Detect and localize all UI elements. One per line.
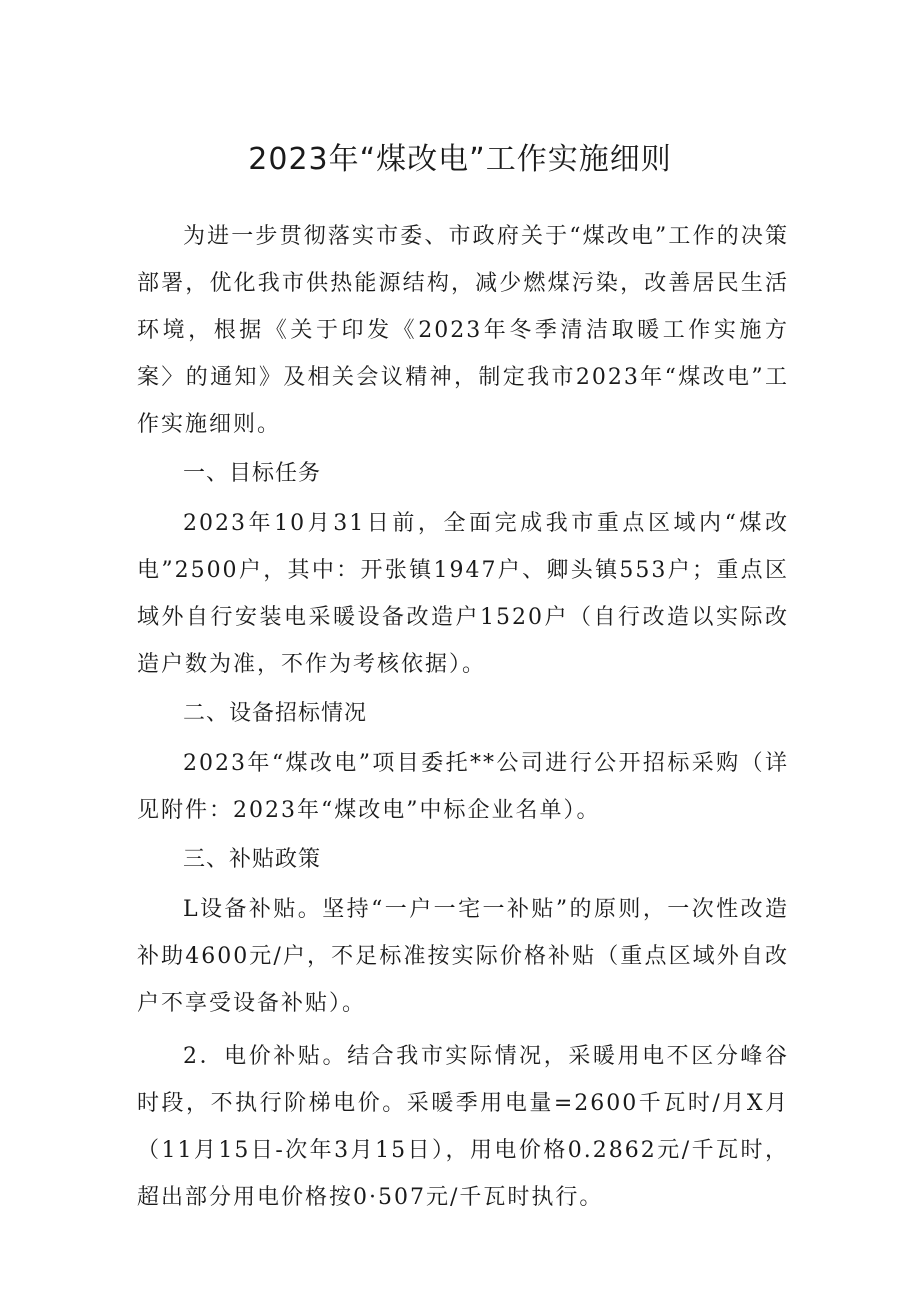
section-heading-subsidy: 三、补贴政策 xyxy=(183,847,322,872)
electricity-subsidy-paragraph: 2．电价补贴。结合我市实际情况，采暖用电不区分峰谷时段，不执行阶梯电价。采暖季用电量=2600千瓦时/月X月（11月15日-次年3月15日），用电价格0.2862元/千瓦时，超出部分用电价格按0·507元/千瓦时执行。 xyxy=(137,1044,789,1210)
targets-paragraph: 2023年10月31日前，全面完成我市重点区域内“煤改电”2500户，其中：开张镇1947户、卿头镇553户；重点区域外自行安装电采暖设备改造户1520户（自行改造以实际改造户数为准，不作为考核依据）。 xyxy=(137,511,789,677)
section-heading-targets: 一、目标任务 xyxy=(183,461,322,486)
document-body xyxy=(137,213,789,1221)
section-heading-tender: 二、设备招标情况 xyxy=(183,701,368,726)
intro-paragraph: 为进一步贯彻落实市委、市政府关于“煤改电”工作的决策部署，优化我市供热能源结构，减少燃煤污染，改善居民生活环境，根据《关于印发《2023年冬季清洁取暖工作实施方案〉的通知》及相关会议精神，制定我市2023年“煤改电”工作实施细则。 xyxy=(137,224,789,437)
equipment-subsidy-paragraph: L设备补贴。坚持“一户一宅一补贴”的原则，一次性改造补助4600元/户，不足标准按实际价格补贴（重点区域外自改户不享受设备补贴）。 xyxy=(137,897,789,1016)
document-title: 2023年“煤改电”工作实施细则 xyxy=(248,142,672,177)
tender-paragraph: 2023年“煤改电”项目委托**公司进行公开招标采购（详见附件：2023年“煤改电”中标企业名单）。 xyxy=(137,751,789,823)
